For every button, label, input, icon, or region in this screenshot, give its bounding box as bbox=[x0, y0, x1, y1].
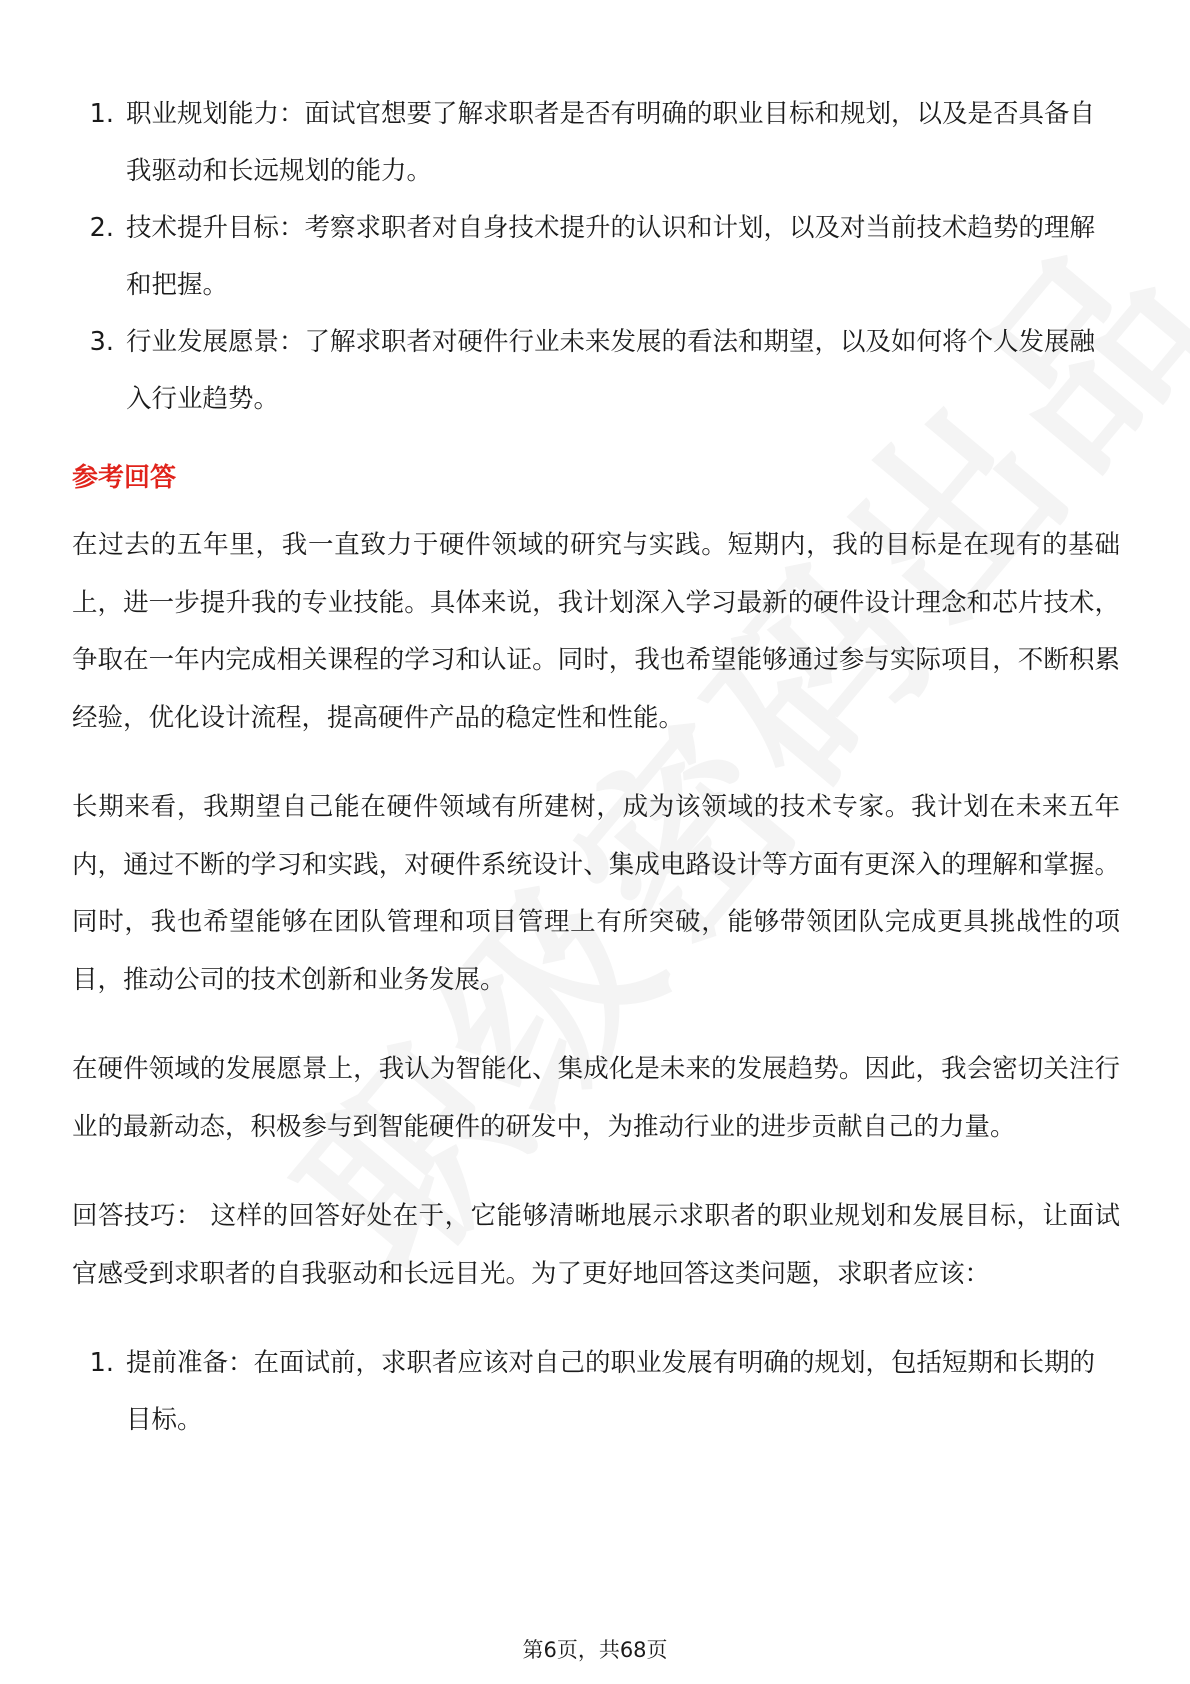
list-item-text: 在面试前，求职者应该对自己的职业发展有明确的规划，包括短期和长期的目标。 bbox=[126, 1348, 1096, 1435]
page-content bbox=[72, 86, 1120, 1449]
list-item bbox=[72, 314, 1120, 428]
list-item bbox=[72, 200, 1120, 314]
page-footer: 第6页，共68页 bbox=[522, 1638, 668, 1662]
list-item-body bbox=[126, 314, 1120, 428]
section-heading-reference-answer: 参考回答 bbox=[72, 463, 177, 493]
list-item-body bbox=[126, 86, 1120, 200]
list-item bbox=[72, 86, 1120, 200]
list-number: 2. bbox=[89, 213, 114, 243]
list-number: 3. bbox=[89, 327, 114, 357]
list-item-title: 提前准备： bbox=[126, 1348, 254, 1378]
answer-paragraph: 在硬件领域的发展愿景上，我认为智能化、集成化是未来的发展趋势。因此，我会密切关注行业的最新动态，积极参与到智能硬件的研发中，为推动行业的进步贡献自己的力量。 bbox=[72, 1054, 1120, 1142]
numbered-list-focus-points bbox=[72, 86, 1120, 428]
answer-tips-paragraph: 回答技巧： 这样的回答好处在于，它能够清晰地展示求职者的职业规划和发展目标，让面试官感受到求职者的自我驱动和长远目光。为了更好地回答这类问题，求职者应该： bbox=[72, 1201, 1120, 1289]
list-item-text: 了解求职者对硬件行业未来发展的看法和期望，以及如何将个人发展融入行业趋势。 bbox=[126, 327, 1096, 414]
list-item-body bbox=[126, 1335, 1120, 1449]
list-item-text: 面试官想要了解求职者是否有明确的职业目标和规划，以及是否具备自我驱动和长远规划的能力。 bbox=[126, 99, 1096, 186]
numbered-list-tips bbox=[72, 1335, 1120, 1449]
list-item-title: 技术提升目标： bbox=[126, 213, 305, 243]
list-item-text: 考察求职者对自身技术提升的认识和计划，以及对当前技术趋势的理解和把握。 bbox=[126, 213, 1096, 300]
answer-paragraph: 在过去的五年里，我一直致力于硬件领域的研究与实践。短期内，我的目标是在现有的基础上，进一步提升我的专业技能。具体来说，我计划深入学习最新的硬件设计理念和芯片技术，争取在一年内完成相关课程的学习和认证。同时，我也希望能够通过参与实际项目，不断积累经验，优化设计流程，提高硬件产品的稳定性和性能。 bbox=[72, 530, 1120, 733]
list-number: 1. bbox=[89, 1348, 114, 1378]
list-item-title: 职业规划能力： bbox=[126, 99, 305, 129]
list-item bbox=[72, 1335, 1120, 1449]
list-item-title: 行业发展愿景： bbox=[126, 327, 305, 357]
list-number: 1. bbox=[89, 99, 114, 129]
list-item-body bbox=[126, 200, 1120, 314]
answer-paragraph: 长期来看，我期望自己能在硬件领域有所建树，成为该领域的技术专家。我计划在未来五年内，通过不断的学习和实践，对硬件系统设计、集成电路设计等方面有更深入的理解和掌握。同时，我也希望能够在团队管理和项目管理上有所突破，能够带领团队完成更具挑战性的项目，推动公司的技术创新和业务发展。 bbox=[72, 792, 1120, 995]
